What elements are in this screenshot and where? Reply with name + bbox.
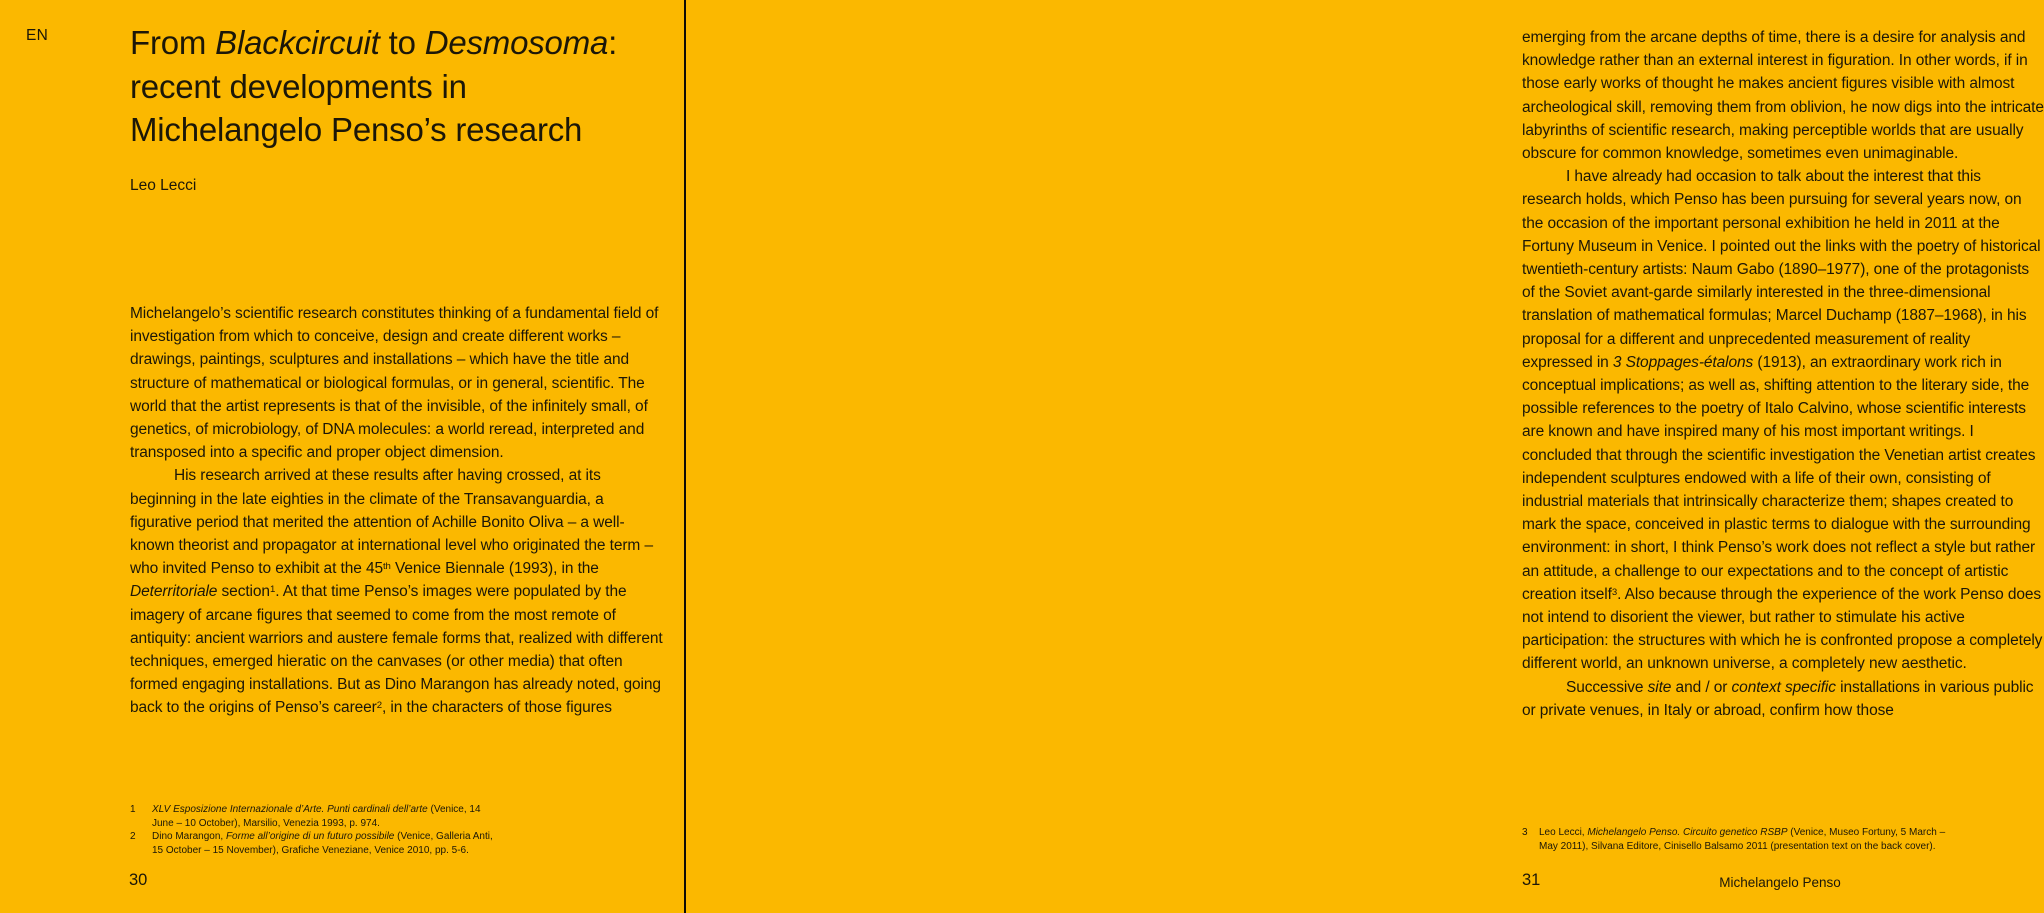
footnote-text: XLV Esposizione Internazionale d’Arte. Punti cardinali dell’arte (Venice, 14 June – 10 October), Marsilio, Venezia 1993, p. 974. <box>152 804 481 829</box>
footnote <box>1522 826 1964 853</box>
article-title: From Blackcircuit to Desmosoma: recent developments in Michelangelo Penso’s research <box>130 24 618 148</box>
footnotes-right <box>1522 826 1964 853</box>
paragraph: emerging from the arcane depths of time, there is a desire for analysis and knowledge rather than an external interest in figuration. In other words, if in those early works of thought he makes ancient figures visible with almost archeological skill, removing them from oblivion, he now digs into the intricate labyrinths of scientific research, making perceptible worlds that are usually obscure for common knowledge, sometimes even unimaginable. <box>1522 29 2044 163</box>
paragraph: Michelangelo’s scientific research constitutes thinking of a fundamental field of investigation from which to conceive, design and create different works – drawings, paintings, sculptures and installations – which have the title and structure of mathematical or biological formulas, or in general, scientific. The world that the artist represents is that of the invisible, of the infinitely small, of genetics, of microbiology, of DNA molecules: a world reread, interpreted and transposed into a specific and proper object dimension. <box>130 305 659 462</box>
paragraph: Successive site and / or context specific installations in various public or private venues, in Italy or abroad, confirm how those <box>1522 678 2034 719</box>
paragraph: I have already had occasion to talk about the interest that this research holds, which Penso has been pursuing for several years now, on the occasion of the important personal exhibition he held in 2011 at the Fortuny Museum in Venice. I pointed out the links with the poetry of historical twentieth-century artists: Naum Gabo (1890–1977), one of the protagonists of the Soviet avant-garde similarly interested in the three-dimensional translation of mathematical formulas; Marcel Duchamp (1887–1968), in his proposal for a different and unprecedented measurement of reality expressed in 3 Stoppages-étalons (1913), an extraordinary work rich in conceptual implications; as well as, shifting attention to the literary side, the possible references to the poetry of Italo Calvino, whose scientific interests are known and have inspired many of his most important writings. I concluded that through the scientific investigation the Venetian artist creates independent sculptures endowed with a life of their own, consisting of industrial materials that intrinsically characterize them; shapes created to mark the space, conceived in plastic terms to dialogue with the surrounding environment: in short, I think Penso’s work does not reflect a style but rather an attitude, a challenge to our expectations and to the concept of artistic creation itself$^3$. Also because through the experience of the work Penso does not intend to disorient the viewer, but rather to stimulate his active participation: the structures with which he is confronted propose a completely different world, an unknown universe, a completely new aesthetic. <box>1522 168 2043 673</box>
language-label: EN <box>26 27 49 44</box>
footnote-text: Leo Lecci, Michelangelo Penso. Circuito genetico RSBP (Venice, Museo Fortuny, 5 March – May 2011), Silvana Editore, Cinisello Balsamo 2011 (presentation text on the back cover). <box>1539 827 1946 852</box>
footnote <box>130 830 502 857</box>
page-number-right: 31 <box>1522 871 1541 889</box>
paragraph: His research arrived at these results after having crossed, at its beginning in the late eighties in the climate of the Transavanguardia, a figurative period that merited the attention of Achille Bonito Oliva – a well-known theorist and propagator at international level who originated the term – who invited Penso to exhibit at the 45th Venice Biennale (1993), in the Deterritoriale section$^1$. At that time Penso’s images were populated by the imagery of arcane figures that seemed to come from the most remote of antiquity: ancient warriors and austere female forms that, realized with different techniques, emerged hieratic on the canvases (or other media) that often formed engaging installations. But as Dino Marangon has already noted, going back to the origins of Penso’s career$^2$, in the characters of those figures <box>130 467 663 717</box>
footnote <box>130 803 502 830</box>
footnote-number: 3 <box>1522 827 1528 838</box>
running-footer-title: Michelangelo Penso <box>1719 875 1841 890</box>
footnote-number: 1 <box>130 804 136 815</box>
footnotes-left <box>130 803 502 857</box>
page-right <box>686 0 2044 913</box>
page-number-left: 30 <box>129 871 148 889</box>
footnote-number: 2 <box>130 831 136 842</box>
page-left <box>0 0 684 913</box>
footnote-text: Dino Marangon, Forme all’origine di un futuro possibile (Venice, Galleria Anti, 15 October – 15 November), Grafiche Veneziane, Venice 2010, pp. 5-6. <box>152 831 493 856</box>
body-text-right <box>1522 26 2044 722</box>
body-text-left <box>130 302 667 720</box>
author-name: Leo Lecci <box>130 177 197 194</box>
